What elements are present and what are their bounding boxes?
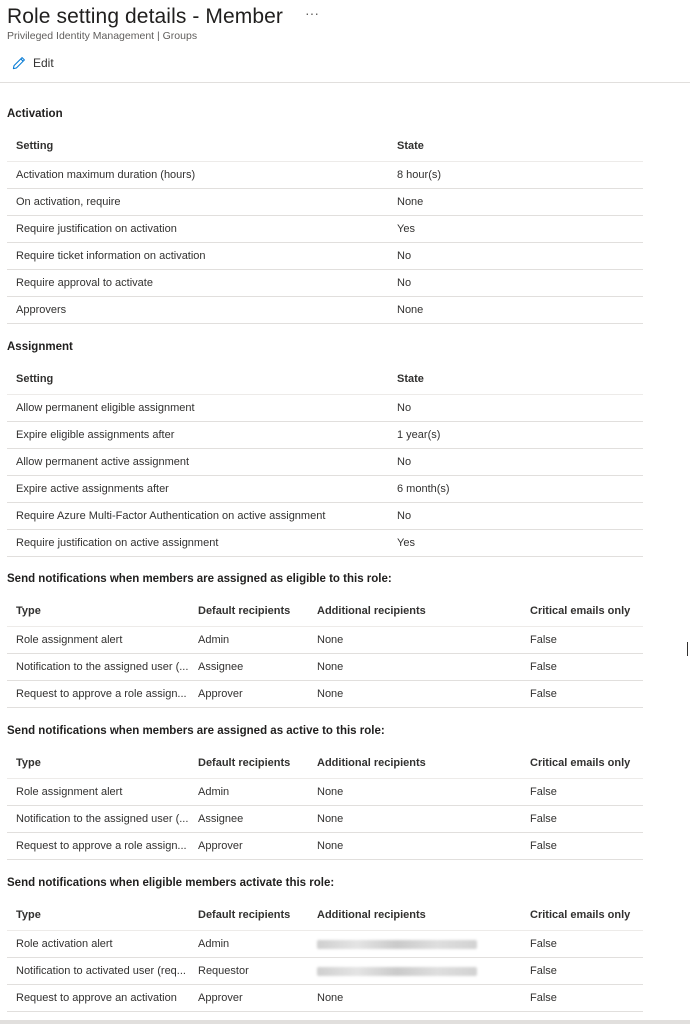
additional-recipients-cell: None: [308, 681, 521, 708]
table-row: [7, 162, 643, 189]
column-header-type: Type: [7, 596, 189, 627]
additional-recipients-cell: None: [308, 985, 521, 1012]
column-header-default-recipients: Default recipients: [189, 900, 308, 931]
state-cell: No: [388, 270, 643, 297]
additional-recipients-cell: None: [308, 654, 521, 681]
critical-emails-cell: False: [521, 806, 643, 833]
table-header-row: [7, 364, 643, 395]
setting-cell: Require approval to activate: [7, 270, 388, 297]
type-cell: Notification to activated user (req...: [7, 958, 189, 985]
column-header-critical-emails: Critical emails only: [521, 900, 643, 931]
table-header-row: [7, 131, 643, 162]
additional-recipients-cell: None: [308, 806, 521, 833]
additional-recipients-cell: [308, 958, 521, 985]
critical-emails-cell: False: [521, 779, 643, 806]
column-header-type: Type: [7, 748, 189, 779]
critical-emails-cell: False: [521, 654, 643, 681]
table-row[interactable]: [7, 985, 643, 1012]
activation-table: [7, 131, 643, 324]
state-cell: No: [388, 395, 643, 422]
state-cell: None: [388, 189, 643, 216]
critical-emails-cell: False: [521, 627, 643, 654]
setting-cell: Allow permanent active assignment: [7, 449, 388, 476]
column-header-critical-emails: Critical emails only: [521, 596, 643, 627]
setting-cell: Require justification on active assignment: [7, 530, 388, 557]
type-cell: Request to approve a role assign...: [7, 833, 189, 860]
edit-label: Edit: [33, 56, 54, 70]
notif-eligible-section-title: Send notifications when members are assigned as eligible to this role:: [7, 573, 392, 585]
type-cell: Request to approve a role assign...: [7, 681, 189, 708]
state-cell: No: [388, 243, 643, 270]
type-cell: Notification to the assigned user (...: [7, 654, 189, 681]
column-header-critical-emails: Critical emails only: [521, 748, 643, 779]
table-header-row: [7, 748, 643, 779]
page-title: Role setting details - Member: [7, 5, 284, 28]
critical-emails-cell: False: [521, 958, 643, 985]
default-recipients-cell: Admin: [189, 779, 308, 806]
critical-emails-cell: False: [521, 681, 643, 708]
column-header-type: Type: [7, 900, 189, 931]
type-cell: Notification to the assigned user (...: [7, 806, 189, 833]
pencil-icon: [12, 56, 26, 70]
default-recipients-cell: Admin: [189, 627, 308, 654]
critical-emails-cell: False: [521, 931, 643, 958]
setting-cell: Allow permanent eligible assignment: [7, 395, 388, 422]
cursor-mark: [687, 642, 688, 656]
table-row: [7, 530, 643, 557]
table-row: [7, 476, 643, 503]
type-cell: Role assignment alert: [7, 627, 189, 654]
column-header-state: State: [388, 364, 643, 395]
command-bar: [0, 52, 690, 83]
additional-recipients-cell: None: [308, 627, 521, 654]
state-cell: 1 year(s): [388, 422, 643, 449]
redacted-email: [317, 940, 477, 949]
bottom-scroll-bar[interactable]: [0, 1020, 690, 1024]
setting-cell: Activation maximum duration (hours): [7, 162, 388, 189]
default-recipients-cell: Approver: [189, 985, 308, 1012]
notif-activate-table: [7, 900, 643, 1012]
table-row[interactable]: [7, 654, 643, 681]
state-cell: 6 month(s): [388, 476, 643, 503]
additional-recipients-cell: [308, 931, 521, 958]
more-options-icon[interactable]: ···: [305, 5, 320, 21]
additional-recipients-cell: None: [308, 779, 521, 806]
table-row[interactable]: [7, 806, 643, 833]
additional-recipients-cell: None: [308, 833, 521, 860]
notif-eligible-table: [7, 596, 643, 708]
column-header-setting: Setting: [7, 364, 388, 395]
setting-cell: Approvers: [7, 297, 388, 324]
edit-button[interactable]: [12, 56, 54, 70]
setting-cell: Expire eligible assignments after: [7, 422, 388, 449]
table-row[interactable]: [7, 833, 643, 860]
table-row: [7, 503, 643, 530]
setting-cell: Require justification on activation: [7, 216, 388, 243]
default-recipients-cell: Assignee: [189, 654, 308, 681]
notif-active-section-title: Send notifications when members are assigned as active to this role:: [7, 725, 385, 737]
redacted-email: [317, 967, 477, 976]
default-recipients-cell: Requestor: [189, 958, 308, 985]
column-header-default-recipients: Default recipients: [189, 748, 308, 779]
state-cell: None: [388, 297, 643, 324]
table-row: [7, 216, 643, 243]
table-row: [7, 270, 643, 297]
state-cell: Yes: [388, 530, 643, 557]
column-header-state: State: [388, 131, 643, 162]
state-cell: 8 hour(s): [388, 162, 643, 189]
notif-activate-section-title: Send notifications when eligible members activate this role:: [7, 877, 335, 889]
activation-section-title: Activation: [7, 108, 63, 120]
table-row: [7, 449, 643, 476]
notif-active-table: [7, 748, 643, 860]
table-row[interactable]: [7, 931, 643, 958]
page-header: [7, 0, 690, 42]
assignment-section-title: Assignment: [7, 341, 73, 353]
table-row: [7, 243, 643, 270]
setting-cell: Require Azure Multi-Factor Authentication on active assignment: [7, 503, 388, 530]
column-header-additional-recipients: Additional recipients: [308, 596, 521, 627]
table-header-row: [7, 596, 643, 627]
type-cell: Request to approve an activation: [7, 985, 189, 1012]
type-cell: Role assignment alert: [7, 779, 189, 806]
setting-cell: On activation, require: [7, 189, 388, 216]
breadcrumb: Privileged Identity Management | Groups: [7, 30, 198, 42]
column-header-default-recipients: Default recipients: [189, 596, 308, 627]
critical-emails-cell: False: [521, 833, 643, 860]
table-row: [7, 297, 643, 324]
state-cell: No: [388, 449, 643, 476]
column-header-additional-recipients: Additional recipients: [308, 748, 521, 779]
table-row[interactable]: [7, 627, 643, 654]
critical-emails-cell: False: [521, 985, 643, 1012]
column-header-additional-recipients: Additional recipients: [308, 900, 521, 931]
column-header-setting: Setting: [7, 131, 388, 162]
setting-cell: Expire active assignments after: [7, 476, 388, 503]
table-row[interactable]: [7, 681, 643, 708]
table-header-row: [7, 900, 643, 931]
table-row[interactable]: [7, 958, 643, 985]
setting-cell: Require ticket information on activation: [7, 243, 388, 270]
table-row[interactable]: [7, 779, 643, 806]
type-cell: Role activation alert: [7, 931, 189, 958]
state-cell: Yes: [388, 216, 643, 243]
table-row: [7, 189, 643, 216]
state-cell: No: [388, 503, 643, 530]
default-recipients-cell: Admin: [189, 931, 308, 958]
assignment-table: [7, 364, 643, 557]
table-row: [7, 395, 643, 422]
table-row: [7, 422, 643, 449]
default-recipients-cell: Approver: [189, 681, 308, 708]
default-recipients-cell: Assignee: [189, 806, 308, 833]
default-recipients-cell: Approver: [189, 833, 308, 860]
